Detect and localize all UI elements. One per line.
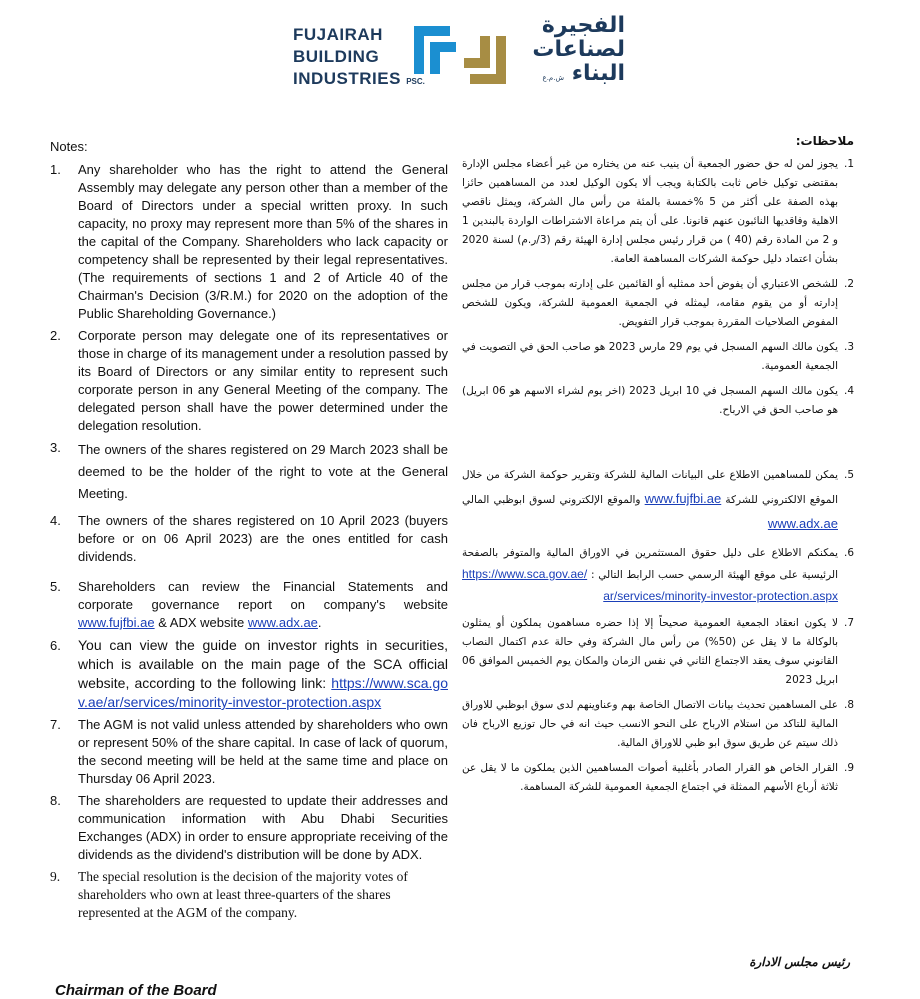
logo-line: البناء ش.م.ع xyxy=(542,61,625,86)
notes-title: Notes: xyxy=(50,139,88,154)
logo-line: لصناعات xyxy=(532,37,625,62)
note-item-arabic: 8. على المساهمين تحديث بيانات الاتصال الخاصة بهم وعناوينهم لدى سوق ابوظبي للاوراق المالية للتاكد من استلام الارباح على النحو الانسب حيث انه في حال توزيع الارباح فان ذلك سيتم عن طريق سوق ابو ظبي للاوراق المالية. xyxy=(462,699,854,749)
signature-title-arabic: رئيس مجلس الادارة xyxy=(749,955,850,969)
company-logo-icon xyxy=(410,22,510,88)
note-item-arabic: 3. يكون مالك السهم المسجل في يوم 29 مارس 2023 هو صاحب الحق في التصويت في الجمعية العمومية. xyxy=(462,341,854,372)
note-item: 9. The special resolution is the decision of the majority votes of shareholders who own at least three-quarters of the shares represented at the AGM of the company. xyxy=(50,869,408,920)
sca-guide-link-arabic[interactable]: https://www.sca.gov.ae/ar/services/minority-investor-protection.aspx xyxy=(462,567,838,603)
sca-guide-link[interactable]: https://www.sca.gov.ae/ar/services/minority-investor-protection.aspx xyxy=(78,675,448,710)
note-item-arabic: 7. لا يكون انعقاد الجمعية العمومية صحيحاً إلا إذا حضره مساهمون يملكون أو يمثلون بالوكالة ما لا يقل عن (50%) من رأس مال الشركة وفي حالة عدم اكتمال النصاب القانوني سوف يعقد الاجتماع الثاني في نفس الزمان والمكان يوم الخميس الموافق 06 ابريل 2023 xyxy=(462,617,854,686)
note-item-arabic: 1. يجوز لمن له حق حضور الجمعية أن ينيب عنه من يختاره من غير أعضاء مجلس الإدارة بمقتضى توكيل خاص ثابت بالكتابة ويجب ألا يكون الوكيل لعدد من المساهمين حائزا بهذه الصفة على أكثر من 5 %خمسة بالمئة من رأس مال الشركة، ويمثل ناقصي الاهلية وفاقديها النائبون عنهم قانونا. على أن يتم مراعاة الاشتراطات الواردة بالبندين 1 و 2 من المادة رقم (40 ) من قرار رئيس مجلس إدارة الهيئة رقم (3/ر.م) لسنة 2020 بشأن اعتماد دليل حوكمة الشركات المساهمة العامة. xyxy=(462,158,854,265)
logo-line: INDUSTRIES PSC. xyxy=(293,69,425,88)
note-item: 8. The shareholders are requested to update their addresses and communication information with Abu Dhabi Securities Exchanges (ADX) in order to ensure appropriate receiving of the dividends as the dividend's distribution will be done by ADX. xyxy=(50,793,448,862)
logo-line: BUILDING xyxy=(293,47,380,66)
note-item: 3. The owners of the shares registered on 29 March 2023 shall be deemed to be the holder of the right to vote at the General Meeting. xyxy=(50,440,448,501)
signature-title: Chairman of the Board xyxy=(55,982,217,999)
company-website-link-arabic[interactable]: www.fujfbi.ae xyxy=(644,491,722,506)
logo-line: الفجيرة xyxy=(541,13,625,38)
note-item-arabic: 5. يمكن للمساهمين الاطلاع على البيانات المالية للشركة وتقرير حوكمة الشركة من خلال الموقع الالكتروني للشركة www.fujfbi.ae والموقع الإلكتروني لسوق ابوظبي المالي www.adx.ae xyxy=(462,469,854,531)
arabic-notes xyxy=(462,132,854,803)
letterhead xyxy=(0,0,920,110)
company-name-arabic xyxy=(525,14,625,90)
note-item: 6. You can view the guide on investor rights in securities, which is available on the main page of the SCA official website, according to the following link: https://www.sca.gov.ae/ar/services/minority-investor-protection.aspx xyxy=(50,637,448,710)
note-item: 5. Shareholders can review the Financial Statements and corporate governance report on company's website www.fujfbi.ae & ADX website www.adx.ae. xyxy=(50,579,448,630)
note-item-arabic: 6. يمكنكم الاطلاع على دليل حقوق المستثمرين في الاوراق المالية والمتوفر بالصفحة الرئيسية على موقع الهيئة الرسمي حسب الرابط التالي : https://www.sca.gov.ae/ar/services/minority-investor-protection.aspx xyxy=(462,547,854,603)
note-item-arabic: 9. القرار الخاص هو القرار الصادر بأغلبية أصوات المساهمين الذين يملكون ما لا يقل عن ثلاثة أرباع الأسهم الممثلة في اجتماع الجمعية العمومية للشركة المساهمة. xyxy=(462,762,854,793)
adx-website-link[interactable]: www.adx.ae xyxy=(247,615,318,630)
note-item-arabic: 2. للشخص الاعتباري أن يفوض أحد ممثليه أو القائمين على إدارته بموجب قرار من مجلس إدارته أو من يقوم مقامه، ليمثله في الجمعية العمومية للشركة، ويكون للشخص المفوض الصلاحيات المقررة بموجب قرار التفويض. xyxy=(462,278,854,328)
company-website-link[interactable]: www.fujfbi.ae xyxy=(78,615,155,630)
note-item: 4. The owners of the shares registered on 10 April 2023 (buyers before or on 06 April 2023) are the ones entitled for cash dividends. xyxy=(50,513,448,564)
logo-line: FUJAIRAH xyxy=(293,25,383,44)
note-item: 1. Any shareholder who has the right to attend the General Assembly may delegate any person other than a member of the Board of Directors under a special written proxy. In such capacity, no proxy may represent more than 5% of the shares in the capital of the Company. Shareholders who lack capacity or competency shall be represented by their legal representatives. (The requirements of sections 1 and 2 of Article 40 of the Chairman's Decision (3/R.M.) for 2020 on the adoption of the Public Shareholding Governance.) xyxy=(50,162,448,321)
company-name-english xyxy=(293,24,425,93)
english-notes xyxy=(50,138,448,926)
note-item-arabic: 4. يكون مالك السهم المسجل في 10 ابريل 2023 (اخر يوم لشراء الاسهم هو 06 ابريل) هو صاحب الحق في الارباح. xyxy=(462,385,854,416)
note-item: 7. The AGM is not valid unless attended by shareholders who own or represent 50% of the share capital. In case of lack of quorum, the second meeting will be held at the same time and place on Thursday 06 April 2023. xyxy=(50,717,448,786)
note-item: 2. Corporate person may delegate one of its representatives or those in charge of its management under a resolution passed by its Board of Directors or any similar entity to represent such corporate person in any General Meeting of the company. The delegated person shall have the power determined under the delegation resolution. xyxy=(50,328,449,433)
notes-title-arabic: ملاحظات: xyxy=(795,134,854,148)
adx-website-link-arabic[interactable]: www.adx.ae xyxy=(767,516,838,531)
